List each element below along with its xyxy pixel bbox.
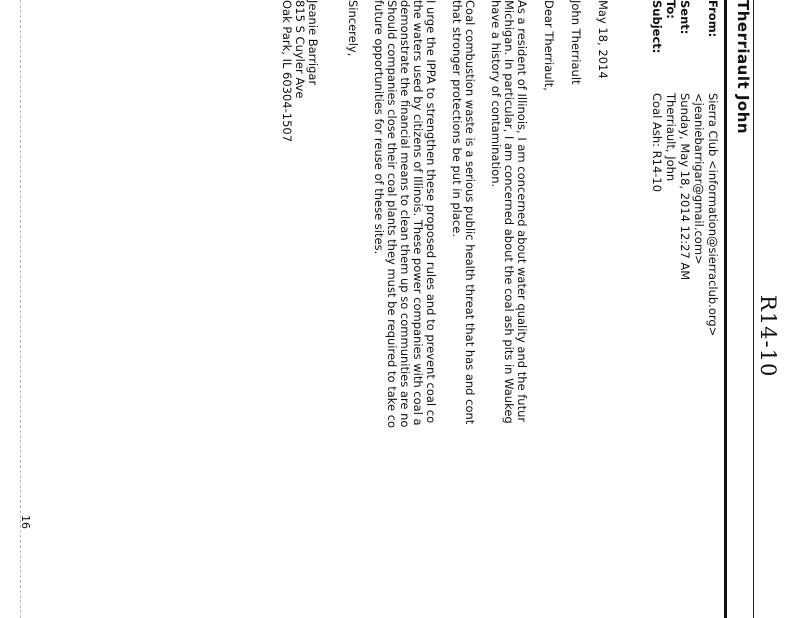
scan-edge-mark: [20, 0, 21, 618]
case-number: R14-10: [756, 295, 780, 378]
header-subject-label: Subject:: [650, 0, 664, 54]
letter-closing: Sincerely,: [346, 0, 360, 57]
paragraph-line: demonstrate the financial means to clean them up so communities are no: [398, 0, 412, 428]
header-subject-value: Coal Ash: R14-10: [650, 93, 664, 193]
header-sent-value: Sunday, May 18, 2014 12:27 AM: [678, 93, 692, 281]
header-from-email: <jeaniebarrigar@gmail.com>: [692, 93, 706, 265]
header-to-label: To:: [664, 0, 678, 19]
letter-date: May 18, 2014: [596, 0, 610, 79]
header-sent: [678, 0, 692, 618]
page-number: 16: [19, 515, 32, 529]
paragraph-line: the waters used by citizens of Illinois. These power companies with coal a: [411, 0, 425, 426]
header-from-value: Sierra Club <information@sierraclub.org>: [706, 93, 720, 337]
paragraph-line: Should companies close their coal plants they must be required to take co: [385, 0, 399, 429]
header-rule-thick: [724, 0, 727, 618]
header-from: [706, 0, 720, 618]
signature-name: Jeanie Barrigar: [306, 0, 320, 86]
letter-salutation: Dear Therriault,: [542, 0, 556, 91]
header-from-cont: [692, 0, 706, 618]
header-from-label: From:: [706, 0, 720, 38]
paragraph-line: Michigan. In particular, I am concerned about the coal ash pits in Waukeg: [502, 0, 516, 424]
signature-city: Oak Park, IL 60304-1507: [280, 0, 294, 143]
paragraph-line: that stronger protections be put in place.: [450, 0, 464, 237]
paragraph-line: have a history of contamination.: [489, 0, 503, 188]
sender-name: Therriault John: [734, 0, 752, 135]
paragraph-line: future opportunities for reuse of these sites.: [372, 0, 386, 255]
paragraph-line: As a resident of Illinois, I am concerned about water quality and the futur: [515, 0, 529, 423]
paragraph-line: Coal combustion waste is a serious public health threat that has and cont: [463, 0, 477, 425]
header-sent-label: Sent:: [678, 0, 692, 35]
paragraph-line: I urge the IPPA to strengthen these proposed rules and to prevent coal co: [424, 0, 438, 424]
signature-street: 815 S Cuyler Ave: [293, 0, 307, 99]
letter-recipient: John Therriault: [569, 0, 583, 85]
header-to-value: Therriault, John: [664, 93, 678, 182]
header-subject: [650, 0, 664, 618]
header-to: [664, 0, 678, 618]
header-rule-thin: [753, 0, 754, 618]
